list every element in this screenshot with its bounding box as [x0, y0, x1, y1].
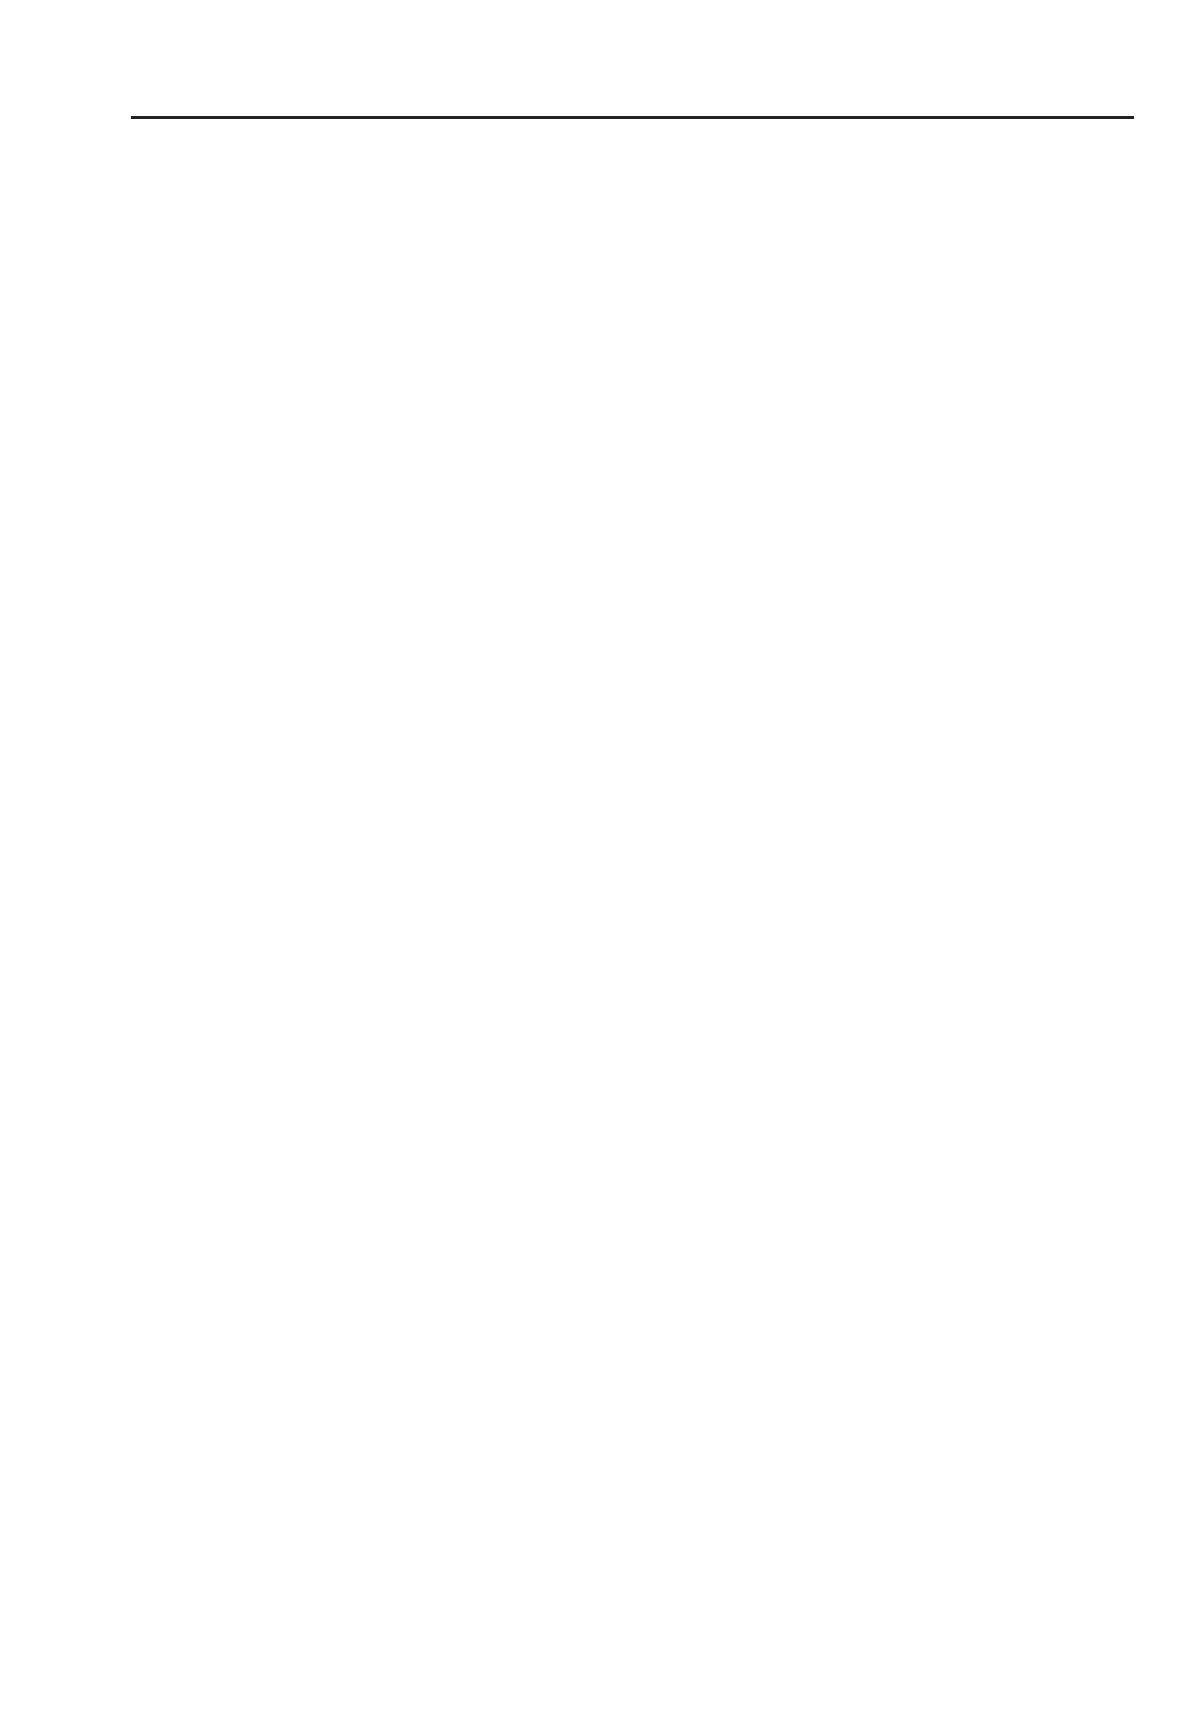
requirements-table — [131, 116, 1134, 119]
section-heading — [131, 117, 1134, 119]
